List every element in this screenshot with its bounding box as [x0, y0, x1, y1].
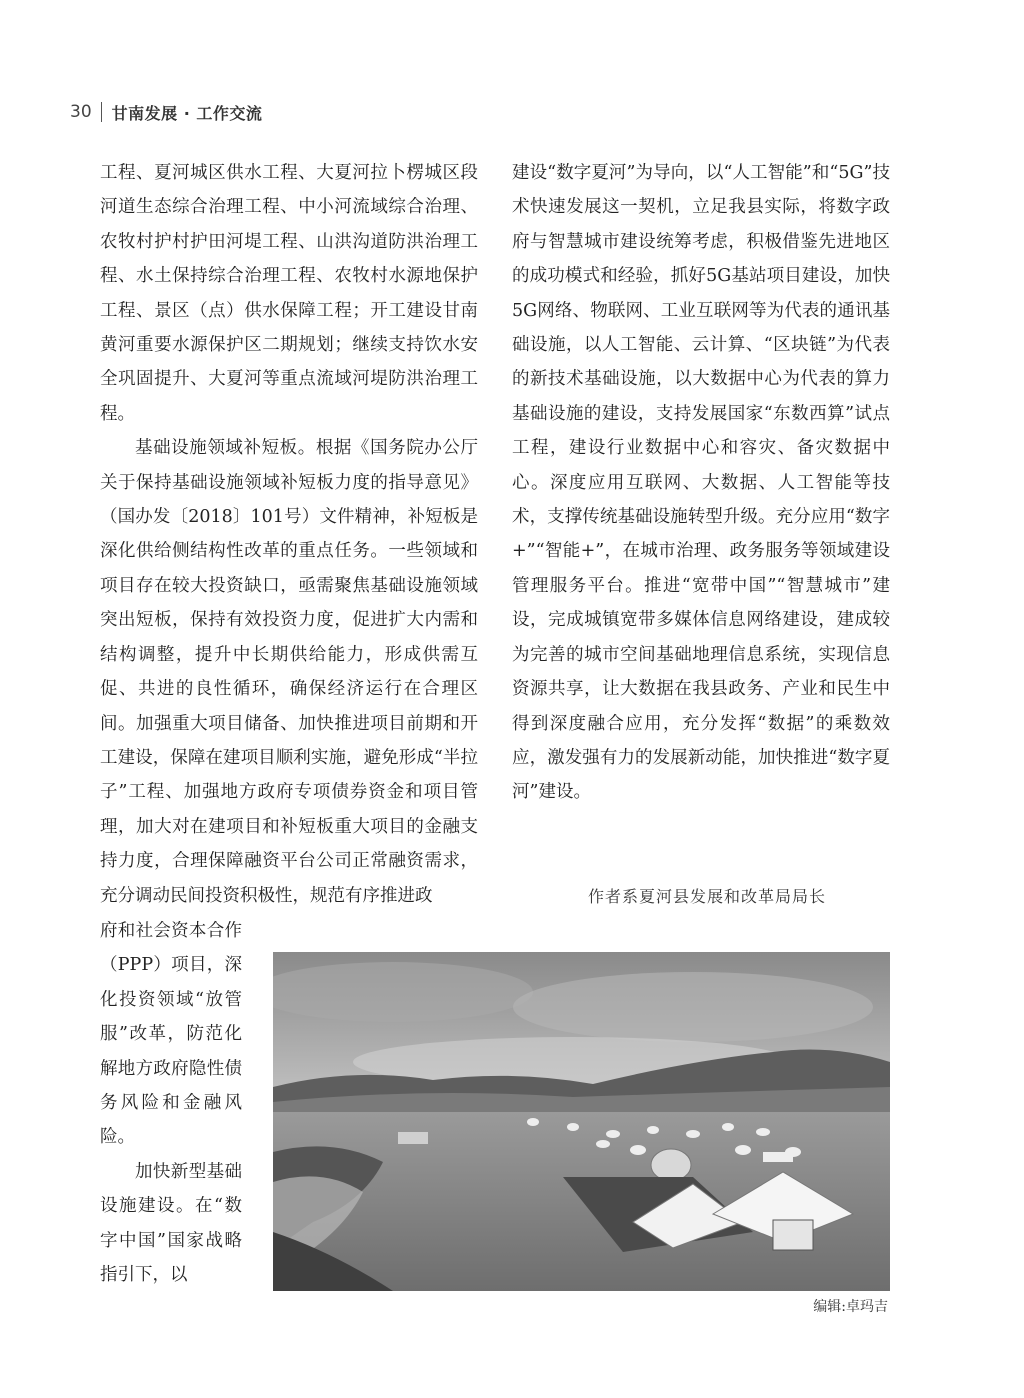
grassland-tent-camp-icon — [273, 952, 890, 1291]
running-header — [70, 98, 262, 126]
section-title: 甘南发展 · 工作交流 — [111, 103, 263, 123]
paragraph: 建设“数字夏河”为导向，以“人工智能”和“5G”技术快速发展这一契机，立足我县实际，将数字政府与智慧城市建设统筹考虑，积极借鉴先进地区的成功模式和经验，抓好5G基站项目建设，加快5G网络、物联网、工业互联网等为代表的通讯基础设施，以人工智能、云计算、“区块链”为代表的新技术基础设施，以大数据中心为代表的算力基础设施的建设，支持发展国家“东数西算”试点工程，建设行业数据中心和容灾、备灾数据中心。深度应用互联网、大数据、人工智能等技术，支撑传统基础设施转型升级。充分应用“数字+”“智能+”，在城市治理、政务服务等领域建设管理服务平台。推进“宽带中国”“智慧城市”建设，完成城镇宽带多媒体信息网络建设，建成较为完善的城市空间基础地理信息系统，实现信息资源共享，让大数据在我县政务、产业和民生中得到深度融合应用，充分发挥“数据”的乘数效应，激发强有力的发展新动能，加快推进“数字夏河”建设。 — [512, 163, 890, 803]
page-number: 30 — [70, 102, 92, 122]
paragraph: 加快新型基础设施建设。在“数字中国”国家战略指引下，以 — [100, 1161, 242, 1286]
paragraph: 基础设施领域补短板。根据《国务院办公厅关于保持基础设施领域补短板力度的指导意见》（国办发〔2018〕101号）文件精神，补短板是深化供给侧结构性改革的重点任务。一些领域和项目存在较大投资缺口，亟需聚焦基础设施领域突出短板，保持有效投资力度，促进扩大内需和结构调整，提升中长期供给能力，形成供需互促、共进的良性循环，确保经济运行在合理区间。加强重大项目储备、加快推进项目前期和开工建设，保障在建项目顺利实施，避免形成“半拉子”工程、加强地方政府专项债券资金和项目管理，加大对在建项目和补短板重大项目的金融支持力度，合理保障融资平台公司正常融资需求，充分调动民间投资积极性，规范有序推进政 — [100, 438, 478, 906]
left-column-narrow — [100, 914, 242, 1292]
header-divider — [101, 102, 102, 122]
author-byline: 作者系夏河县发展和改革局局长 — [588, 887, 827, 906]
paragraph: 府和社会资本合作（PPP）项目，深化投资领域“放管服”改革，防范化解地方政府隐性债务风险和金融风险。 — [100, 921, 242, 1148]
paragraph: 工程、夏河城区供水工程、大夏河拉卜楞城区段河道生态综合治理工程、中小河流域综合治理、农牧村护村护田河堤工程、山洪沟道防洪治理工程、水土保持综合治理工程、农牧村水源地保护工程、景区（点）供水保障工程；开工建设甘南黄河重要水源保护区二期规划；继续支持饮水安全巩固提升、大夏河等重点流域河堤防洪治理工程。 — [100, 163, 478, 424]
right-column — [512, 156, 890, 810]
editor-credit: 编辑:卓玛吉 — [813, 1299, 888, 1315]
article-photo — [273, 952, 890, 1291]
left-column — [100, 156, 478, 913]
